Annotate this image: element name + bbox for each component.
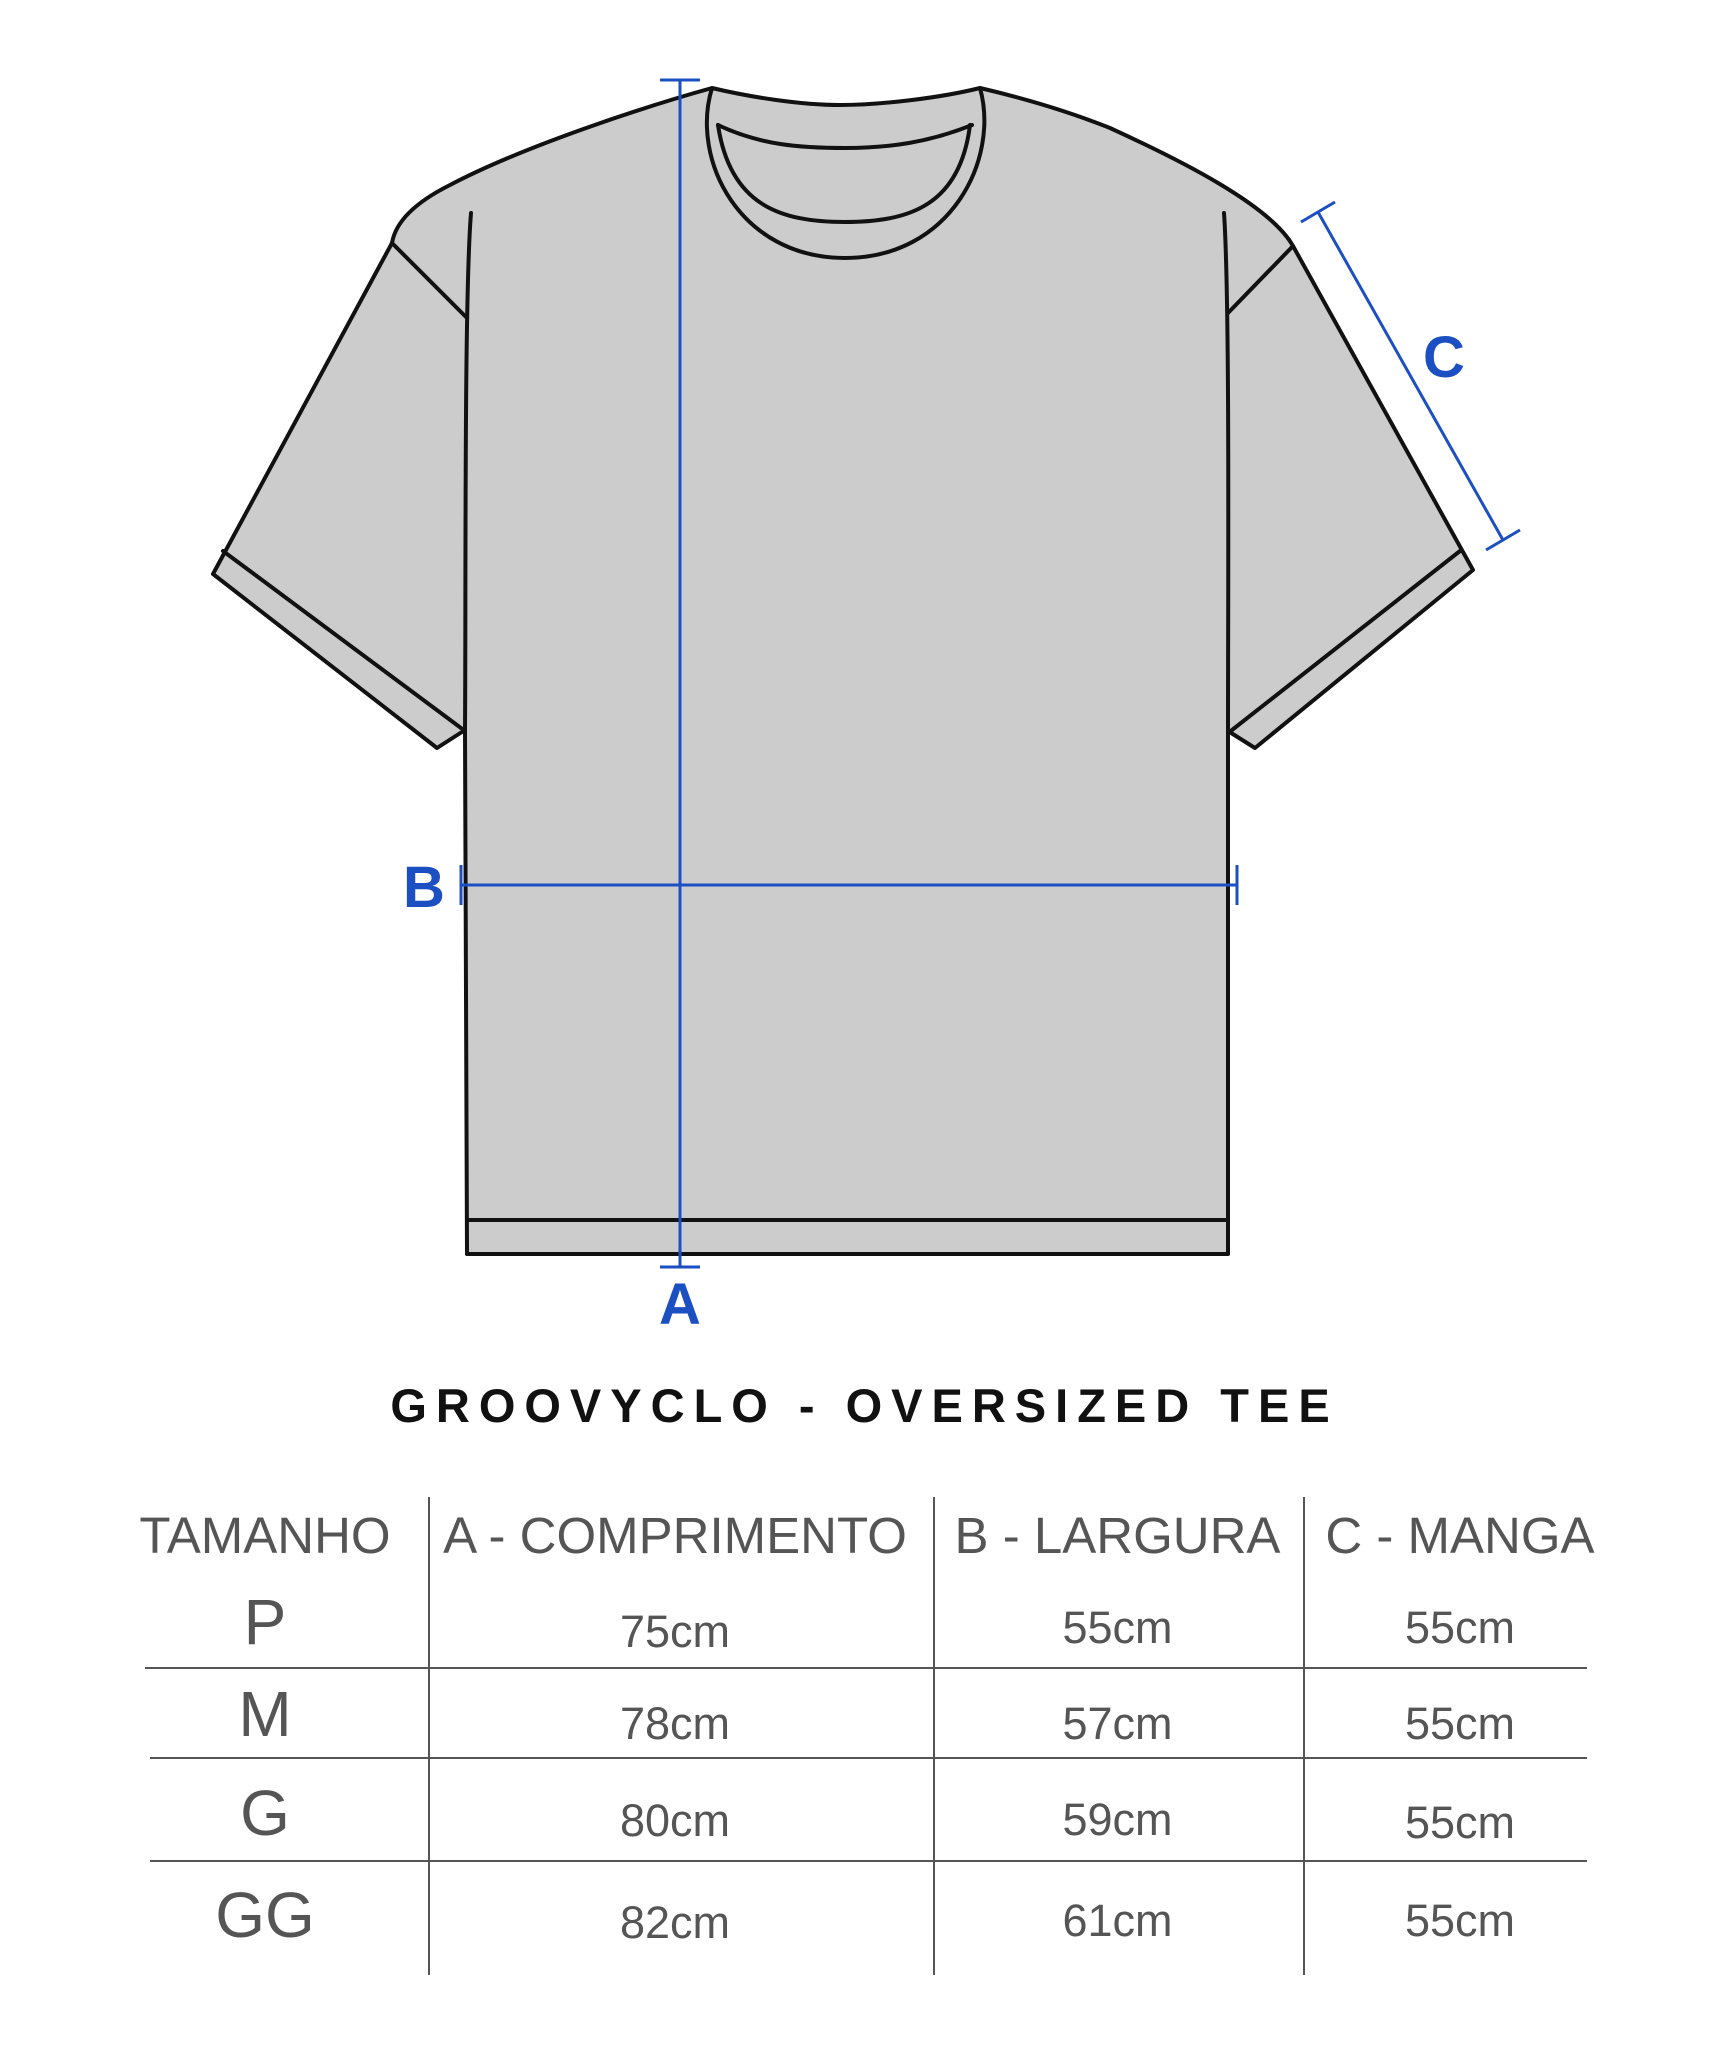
column-divider-2 — [933, 1497, 935, 1975]
row-p-sleeve: 55cm — [1404, 1602, 1516, 1653]
row-gg-width: 61cm — [1062, 1895, 1173, 1946]
row-g-size: G — [240, 1777, 290, 1849]
row-g-length: 80cm — [619, 1795, 731, 1846]
row-gg-length: 82cm — [619, 1897, 731, 1948]
row-p-size: P — [243, 1586, 287, 1658]
header-width: B - LARGURA — [954, 1507, 1281, 1564]
row-divider-2 — [150, 1757, 1587, 1759]
row-m-sleeve: 55cm — [1404, 1698, 1516, 1749]
row-gg-sleeve: 55cm — [1404, 1895, 1516, 1946]
measure-c-cap-bottom — [1486, 530, 1520, 550]
header-sleeve: C - MANGA — [1325, 1507, 1595, 1564]
row-p-length: 75cm — [619, 1606, 731, 1657]
row-m-length: 78cm — [619, 1698, 731, 1749]
measure-c-cap-top — [1301, 202, 1335, 222]
measure-c-label: C — [1423, 325, 1465, 390]
row-p-width: 55cm — [1062, 1602, 1173, 1653]
header-size: TAMANHO — [139, 1507, 391, 1564]
measure-b-label: B — [403, 855, 445, 920]
row-gg-size: GG — [215, 1879, 315, 1951]
column-divider-1 — [428, 1497, 430, 1975]
measure-a-label: A — [659, 1272, 701, 1337]
tshirt-outline — [213, 88, 1473, 1254]
row-g-sleeve: 55cm — [1404, 1797, 1516, 1848]
column-divider-3 — [1303, 1497, 1305, 1975]
row-divider-3 — [150, 1860, 1587, 1862]
row-m-size: M — [238, 1678, 292, 1750]
row-g-width: 59cm — [1062, 1794, 1173, 1845]
row-m-width: 57cm — [1062, 1698, 1173, 1749]
tshirt-body — [213, 88, 1473, 1254]
chart-title: GROOVYCLO - OVERSIZED TEE — [390, 1379, 1339, 1432]
row-divider-1 — [145, 1667, 1587, 1669]
header-length: A - COMPRIMENTO — [443, 1507, 907, 1564]
